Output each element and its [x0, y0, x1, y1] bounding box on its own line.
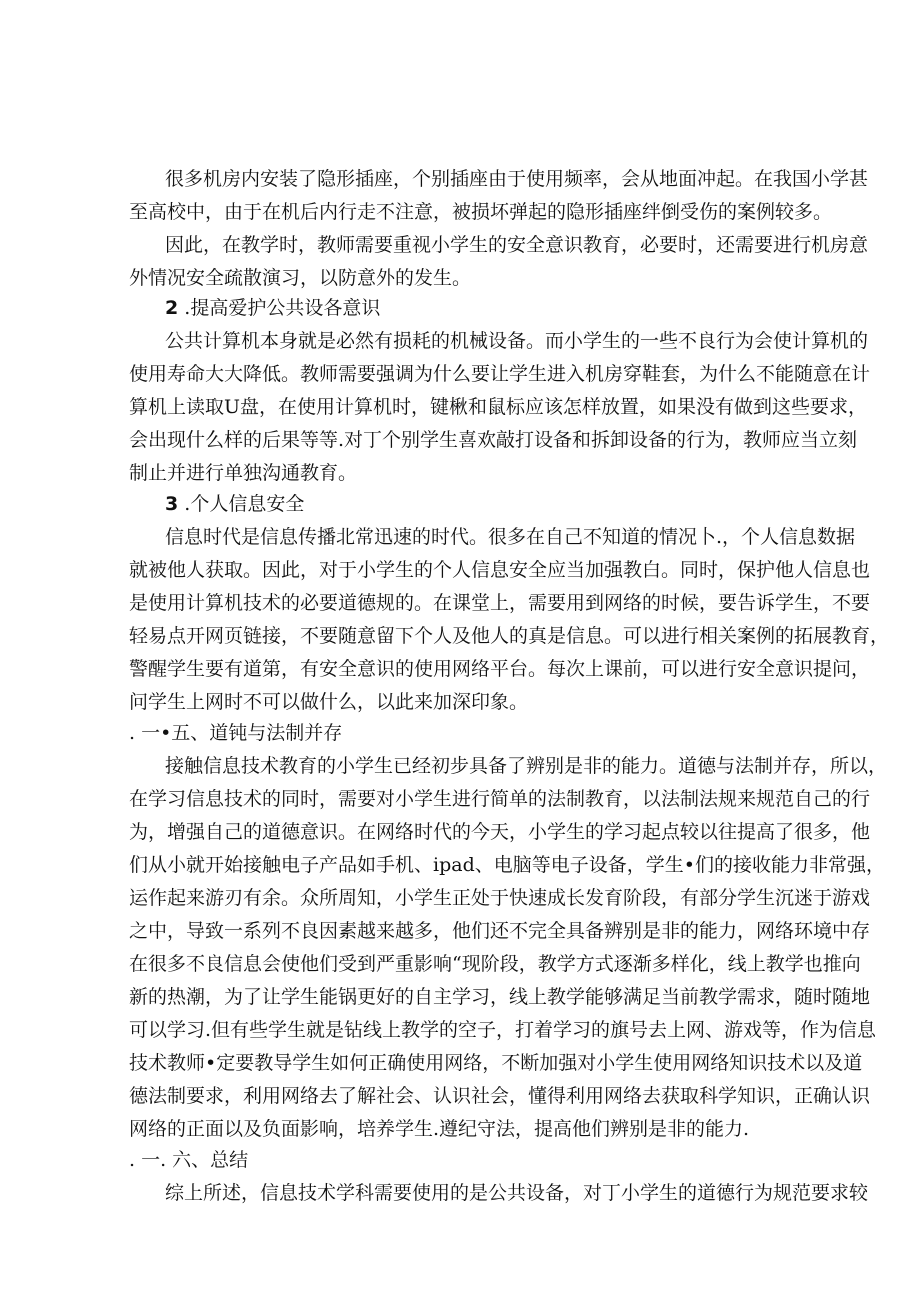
paragraph-line: 新的热潮，为了让学生能锅更好的自主学习，线上教学能够满足当前教学需求，随时随地: [129, 986, 871, 1008]
paragraph-line: 技术教师•定要教导学生如何正确使用网络，不断加强对小学生使用网络知识技术以及道: [129, 1052, 863, 1074]
paragraph-line: 为，增强自己的道德意识。在网络时代的今天，小学生的学习起点较以往提高了很多，他: [129, 821, 871, 843]
paragraph-line: 问学生上网时不可以做什么，以此来加深印象。: [129, 691, 529, 713]
paragraph-line: 们从小就开始接触电子产品如手机、ipad、电脑等电子设备，学生•们的接收能力非常强，: [129, 854, 885, 876]
paragraph-line: 很多机房内安装了隐形插座，个别插座由于使用频率，会从地面冲起。在我国小学甚: [165, 168, 869, 190]
paragraph-line: 制止并进行单独沟通教育。: [129, 462, 358, 484]
paragraph-line: 网络的正面以及负面影响，培养学生.遵纪守法，提高他们辨别是非的能力.: [129, 1118, 750, 1140]
paragraph-line: 公共计算机本身就是必然有损耗的机械设备。而小学生的一些不良行为会使计算机的: [165, 330, 869, 352]
paragraph-line: 在学习信息技术的同时，需要对小学生进行简单的法制教育，以法制法规来规范自己的行: [129, 788, 871, 810]
paragraph-line: 轻易点开网页链接，不要随意留下个人及他人的真是信息。可以进行相关案例的拓展教育，: [129, 625, 890, 647]
paragraph-line: 会出现什么样的后果等等.对丁个别学生喜欢敲打设备和拆卸设备的行为，教师应当立刻: [129, 429, 858, 451]
subheading-number: 2: [165, 297, 179, 319]
paragraph-line: 因此，在教学时，教师需要重视小学生的安全意识教育，必要时，还需要进行机房意: [165, 234, 869, 256]
section-heading-six: . 一. 六、总结: [129, 1149, 249, 1171]
paragraph-line: 信息时代是信息传播北常迅速的时代。很多在自己不知道的情况卜.，个人信息数据: [165, 526, 856, 548]
paragraph-line: 外情况安全疏散演习，以防意外的发生。: [129, 267, 472, 289]
subheading-text: .个人信息安全: [184, 493, 305, 515]
paragraph-line: 至高校中，由于在机后内行走不注意，被损坏弹起的隐形插座绊倒受伤的案例较多。: [129, 201, 833, 223]
paragraph-line: 运作起来游刃有余。众所周知，小学生正处于快速成长发育阶段，有部分学生沉迷于游戏: [129, 887, 871, 909]
paragraph-line: 算机上读取U盘，在使用计算机时，键楸和鼠标应该怎样放置，如果没有做到这些要求，: [129, 396, 868, 418]
paragraph-line: 在很多不良信息会使他们受到严重影响“现阶段，教学方式逐渐多样化，线上教学也推向: [129, 953, 861, 975]
paragraph-line: 就被他人获取。因此，对于小学生的个人信息安全应当加强教白。同时，保护他人信息也: [129, 559, 871, 581]
paragraph-line: 综上所述，信息技术学科需要使用的是公共设备，对丁小学生的道德行为规范要求较: [165, 1182, 869, 1204]
paragraph-line: 接触信息技术教育的小学生已经初步具备了辨别是非的能力。道德与法制并存，所以，: [165, 755, 888, 777]
subheading-personal-info: [165, 487, 565, 521]
paragraph-line: 警醒学生要有道第，有安全意识的使用网络平台。每次上课前，可以进行安全意识提问，: [129, 658, 871, 680]
paragraph-line: 之中，导致一系列不良因素越来越多，他们还不完全具备辨别是非的能力，网络环境中存: [129, 920, 871, 942]
subheading-public-equipment: [165, 291, 565, 325]
paragraph-line: 德法制要求，利用网络去了解社会、认识社会，懂得利用网络去获取科学知识，正确认识: [129, 1085, 871, 1107]
subheading-text: .提高爱护公共设各意识: [184, 297, 381, 319]
paragraph-line: 使用寿命大大降低。教师需要强调为什么要让学生进入机房穿鞋套，为什么不能随意在计: [129, 363, 871, 385]
paragraph-line: 是使用计算机技术的必要道德规的。在课堂上，需要用到网络的时候，要告诉学生，不要: [129, 592, 871, 614]
paragraph-line: 可以学习.但有些学生就是钻线上教学的空子，打着学习的旗号去上网、游戏等，作为信息: [129, 1019, 877, 1041]
subheading-number: 3: [165, 493, 179, 515]
section-heading-five: . 一•五、道钝与法制并存: [129, 722, 343, 744]
